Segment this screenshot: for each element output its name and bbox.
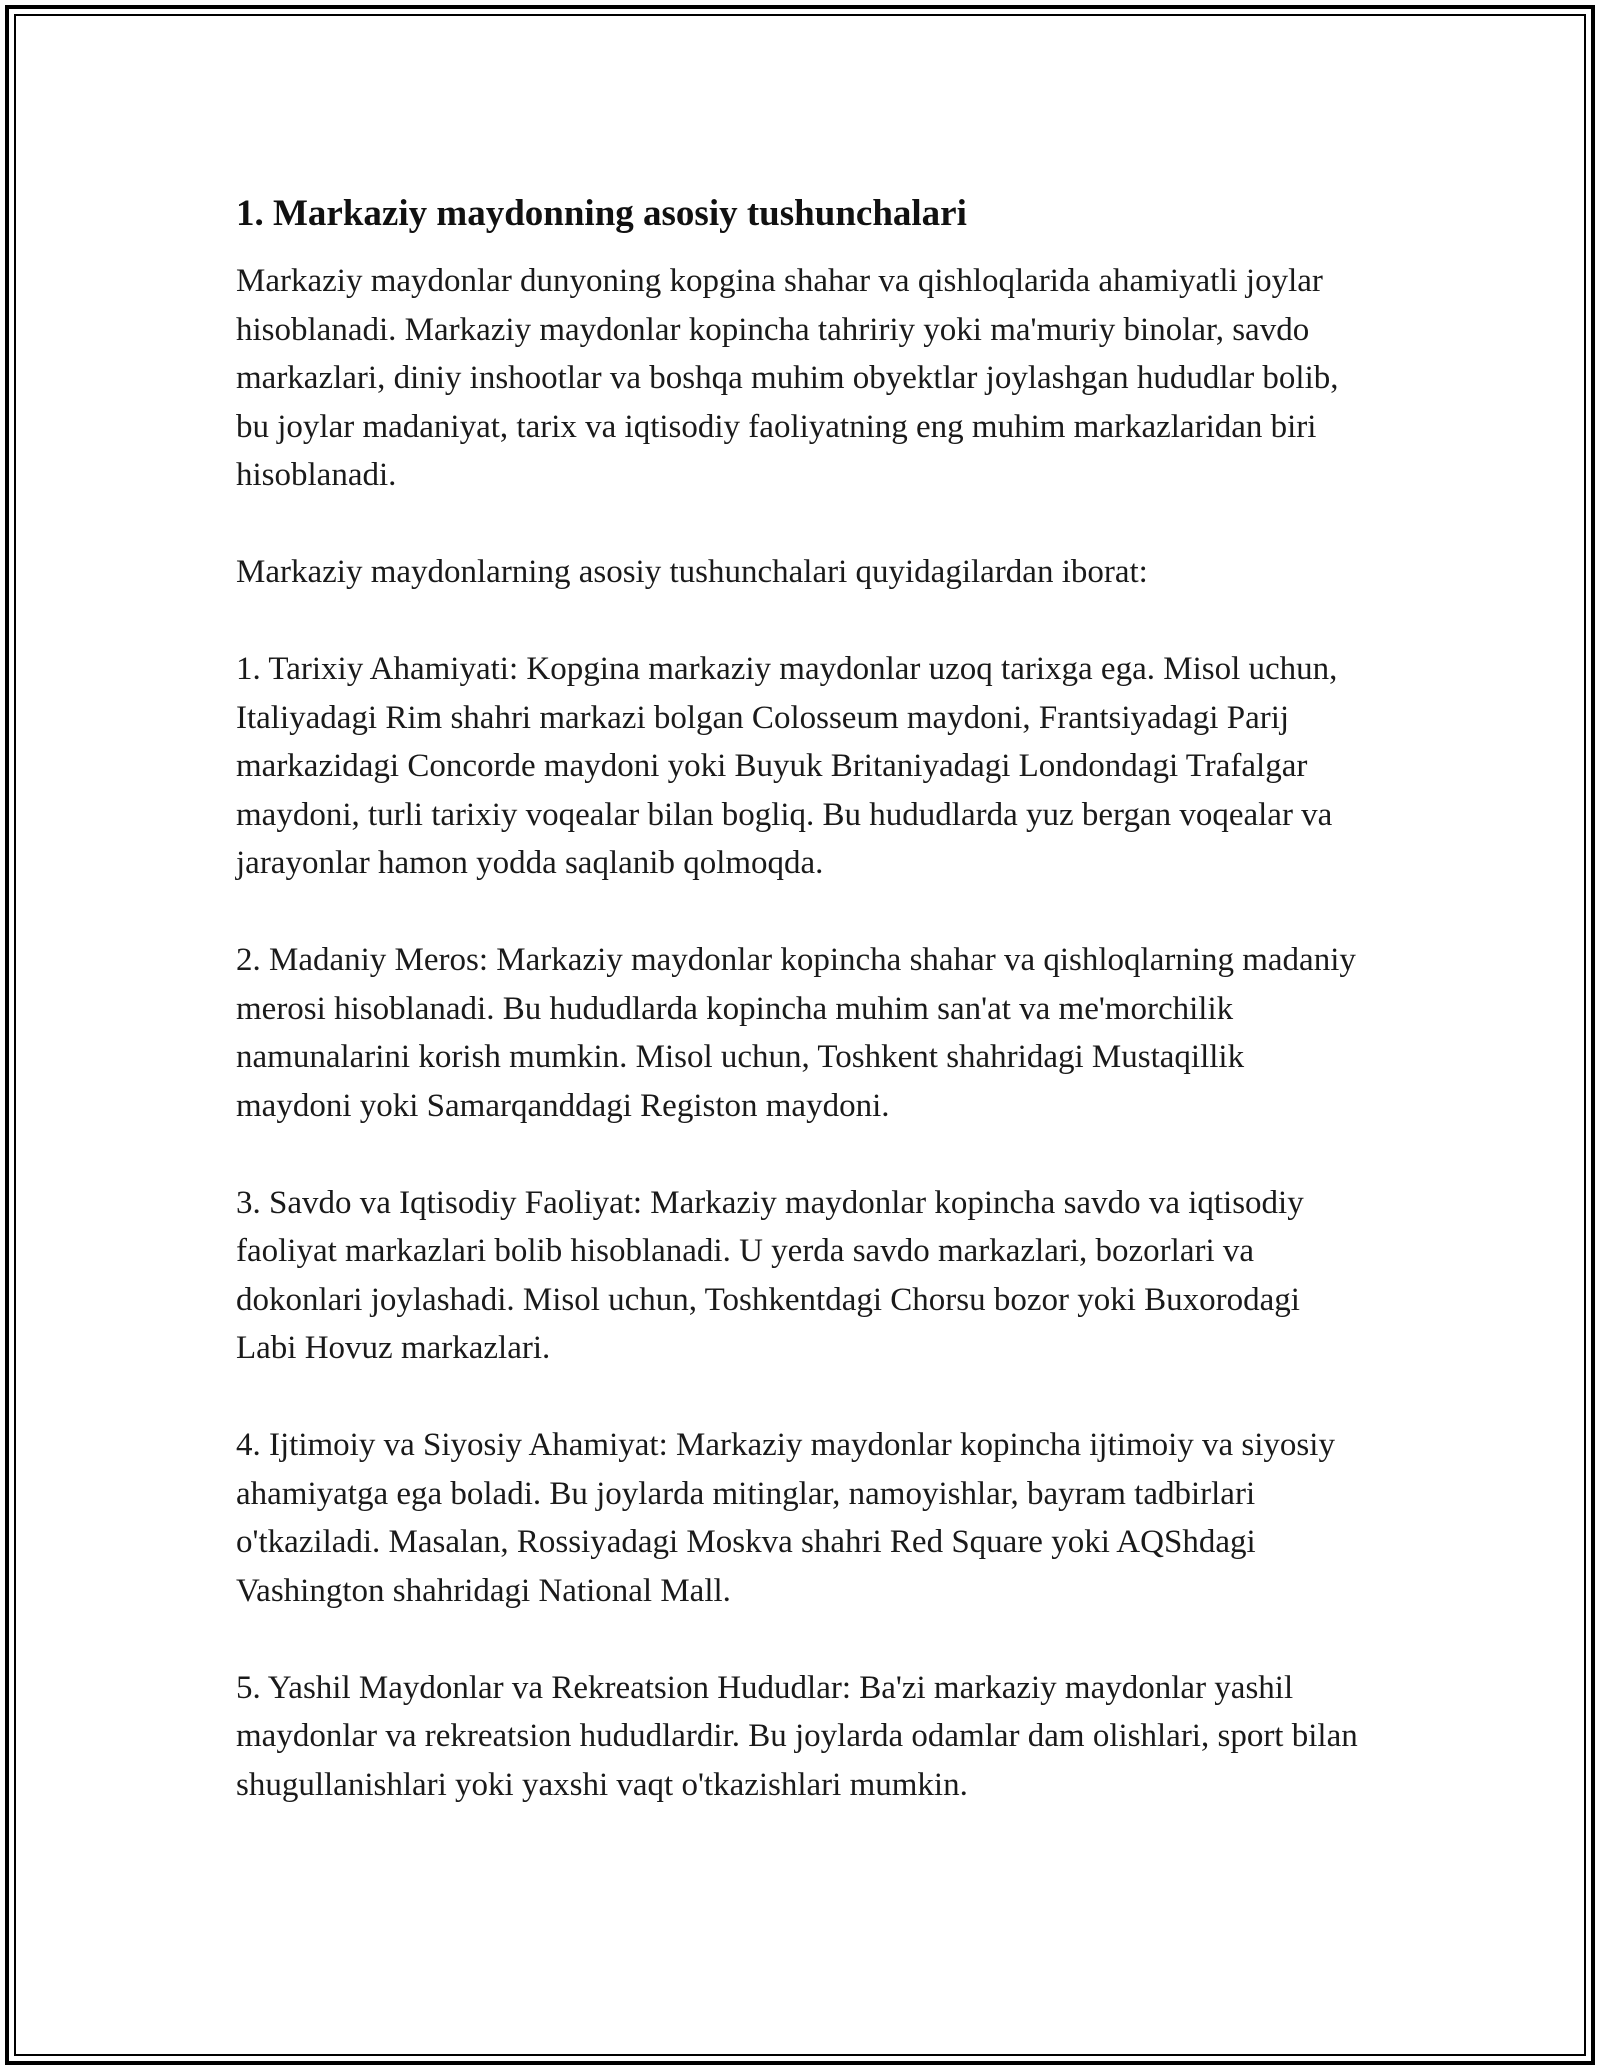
list-item-cultural-heritage: 2. Madaniy Meros: Markaziy maydonlar kopincha shahar va qishloqlarning madaniy merosi hisoblanadi. Bu hududlarda kopincha muhim san'at va me'morchilik namunalarini korish mumkin. Misol uchun, Toshkent shahridagi Mustaqillik maydoni yoki Samarqanddagi Registon maydoni. — [236, 942, 1356, 1124]
section-heading: 1. Markaziy maydonning asosiy tushunchalari — [236, 193, 967, 234]
list-item-trade-economic-activity: 3. Savdo va Iqtisodiy Faoliyat: Markaziy maydonlar kopincha savdo va iqtisodiy faoliyat markazlari bolib hisoblanadi. U yerda savdo markazlari, bozorlari va dokonlari joylashadi. Misol uchun, Toshkentdagi Chorsu bozor yoki Buxorodagi Labi Hovuz markazlari. — [236, 1184, 1304, 1366]
list-item-green-recreational-areas: 5. Yashil Maydonlar va Rekreatsion Hududlar: Ba'zi markaziy maydonlar yashil maydonlar va rekreatsion hududlardir. Bu joylarda odamlar dam olishlari, sport bilan shugullanishlari yoki yaxshi vaqt o'tkazishlari mumkin. — [236, 1669, 1358, 1803]
list-item-social-political-significance: 4. Ijtimoiy va Siyosiy Ahamiyat: Markaziy maydonlar kopincha ijtimoiy va siyosiy ahamiyatga ega boladi. Bu joylarda mitinglar, namoyishlar, bayram tadbirlari o'tkaziladi. Masalan, Rossiyadagi Moskva shahri Red Square yoki AQShdagi Vashington shahridagi National Mall. — [236, 1427, 1335, 1609]
intro-paragraph: Markaziy maydonlar dunyoning kopgina shahar va qishloqlarida ahamiyatli joylar hisoblanadi. Markaziy maydonlar kopincha tahririy yoki ma'muriy binolar, savdo markazlari, diniy inshootlar va boshqa muhim obyektlar joylashgan hududlar bolib, bu joylar madaniyat, tarix va iqtisodiy faoliyatning eng muhim markazlaridan biri hisoblanadi. — [236, 263, 1339, 493]
list-item-historical-significance: 1. Tarixiy Ahamiyati: Kopgina markaziy maydonlar uzoq tarixga ega. Misol uchun, Italiyadagi Rim shahri markazi bolgan Colosseum maydoni, Frantsiyadagi Parij markazidagi Concorde maydoni yoki Buyuk Britaniyadagi Londondagi Trafalgar maydoni, turli tarixiy voqealar bilan bogliq. Bu hududlarda yuz bergan voqealar va jarayonlar hamon yodda saqlanib qolmoqda. — [236, 651, 1338, 881]
document-body — [236, 188, 1366, 1809]
concepts-lead-paragraph: Markaziy maydonlarning asosiy tushunchalari quyidagilardan iborat: — [236, 554, 1148, 590]
